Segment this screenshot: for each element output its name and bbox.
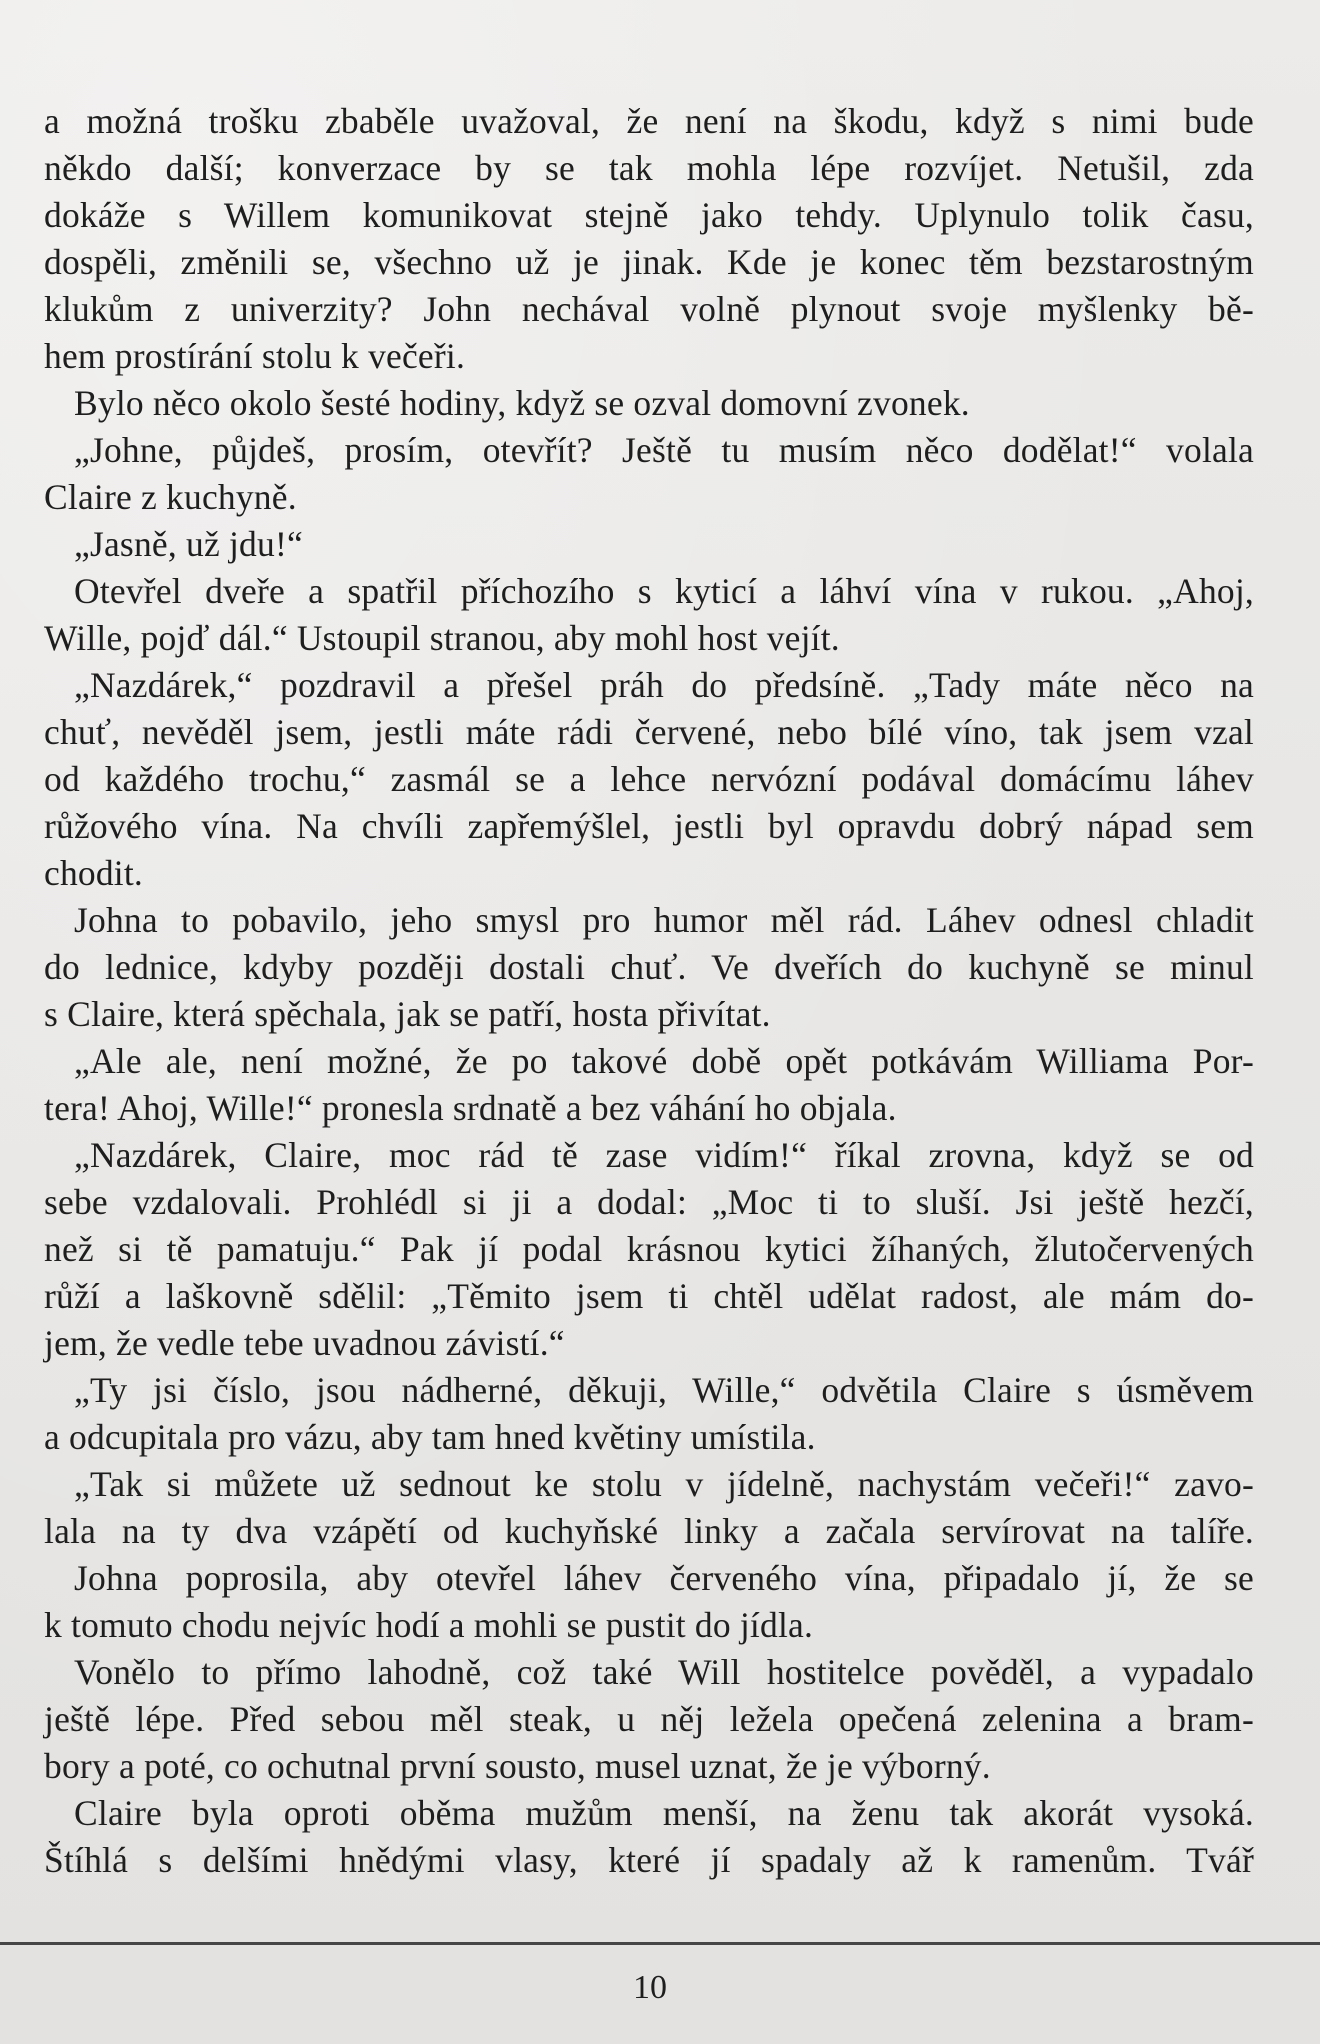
text-line: Štíhlá s delšími hnědými vlasy, které jí spadaly až k ramenům. Tvář	[44, 1840, 1254, 1880]
text-line: bory a poté, co ochutnal první sousto, musel uznat, že je výborný.	[44, 1746, 991, 1786]
text-line: a možná trošku zbaběle uvažoval, že není na škodu, když s nimi bude	[44, 101, 1254, 141]
text-line: klukům z univerzity? John nechával volně plynout svoje myšlenky bě-	[44, 289, 1254, 329]
text-line: Johna poprosila, aby otevřel láhev červeného vína, připadalo jí, že se	[74, 1558, 1254, 1598]
text-line: Claire z kuchyně.	[44, 477, 297, 517]
text-line: „Tak si můžete už sednout ke stolu v jídelně, nachystám večeři!“ zavo-	[74, 1464, 1254, 1504]
text-line: „Jasně, už jdu!“	[74, 524, 303, 564]
page-number: 10	[633, 1969, 667, 2006]
text-line: chuť, nevěděl jsem, jestli máte rádi červené, nebo bílé víno, tak jsem vzal	[44, 712, 1254, 752]
text-line: dokáže s Willem komunikovat stejně jako tehdy. Uplynulo tolik času,	[44, 195, 1254, 235]
text-line: růžového vína. Na chvíli zapřemýšlel, jestli byl opravdu dobrý nápad sem	[44, 806, 1254, 846]
text-line: někdo další; konverzace by se tak mohla lépe rozvíjet. Netušil, zda	[44, 148, 1254, 188]
text-line: sebe vzdalovali. Prohlédl si ji a dodal: „Moc ti to sluší. Jsi ještě hezčí,	[44, 1182, 1254, 1222]
text-line: chodit.	[44, 853, 144, 893]
text-line: „Nazdárek,“ pozdravil a přešel práh do předsíně. „Tady máte něco na	[74, 665, 1254, 705]
text-line: Claire byla oproti oběma mužům menší, na ženu tak akorát vysoká.	[74, 1793, 1254, 1833]
text-line: jem, že vedle tebe uvadnou závistí.“	[44, 1323, 565, 1363]
text-line: „Ty jsi číslo, jsou nádherné, děkuji, Wille,“ odvětila Claire s úsměvem	[74, 1370, 1254, 1410]
text-line: tera! Ahoj, Wille!“ pronesla srdnatě a bez váhání ho objala.	[44, 1088, 897, 1128]
text-line: k tomuto chodu nejvíc hodí a mohli se pustit do jídla.	[44, 1605, 814, 1645]
text-line: „Nazdárek, Claire, moc rád tě zase vidím!“ říkal zrovna, když se od	[74, 1135, 1254, 1175]
text-line: ještě lépe. Před sebou měl steak, u něj ležela opečená zelenina a bram-	[44, 1699, 1254, 1739]
text-line: do lednice, kdyby později dostali chuť. Ve dveřích do kuchyně se minul	[44, 947, 1254, 987]
text-line: Wille, pojď dál.“ Ustoupil stranou, aby mohl host vejít.	[44, 618, 840, 658]
text-line: Johna to pobavilo, jeho smysl pro humor měl rád. Láhev odnesl chladit	[74, 900, 1254, 940]
text-line: a odcupitala pro vázu, aby tam hned květiny umístila.	[44, 1417, 816, 1457]
text-line: s Claire, která spěchala, jak se patří, hosta přivítat.	[44, 994, 771, 1034]
text-line: lala na ty dva vzápětí od kuchyňské linky a začala servírovat na talíře.	[44, 1511, 1254, 1551]
text-line: „Ale ale, není možné, že po takové době opět potkávám Williama Por-	[74, 1041, 1254, 1081]
text-line: od každého trochu,“ zasmál se a lehce nervózní podával domácímu láhev	[44, 759, 1254, 799]
text-line: hem prostírání stolu k večeři.	[44, 336, 466, 376]
text-line: Otevřel dveře a spatřil příchozího s kyticí a láhví vína v rukou. „Ahoj,	[74, 571, 1254, 611]
body-text	[44, 98, 1254, 1884]
text-line: Vonělo to přímo lahodně, což také Will hostitelce pověděl, a vypadalo	[74, 1652, 1254, 1692]
text-line: než si tě pamatuju.“ Pak jí podal krásnou kytici žíhaných, žlutočervených	[44, 1229, 1254, 1269]
footer-divider	[0, 1942, 1320, 1945]
text-line: růží a laškovně sdělil: „Těmito jsem ti chtěl udělat radost, ale mám do-	[44, 1276, 1254, 1316]
text-line: Bylo něco okolo šesté hodiny, když se ozval domovní zvonek.	[74, 383, 970, 423]
text-line: „Johne, půjdeš, prosím, otevřít? Ještě tu musím něco dodělat!“ volala	[74, 430, 1254, 470]
text-line: dospěli, změnili se, všechno už je jinak. Kde je konec těm bezstarostným	[44, 242, 1254, 282]
